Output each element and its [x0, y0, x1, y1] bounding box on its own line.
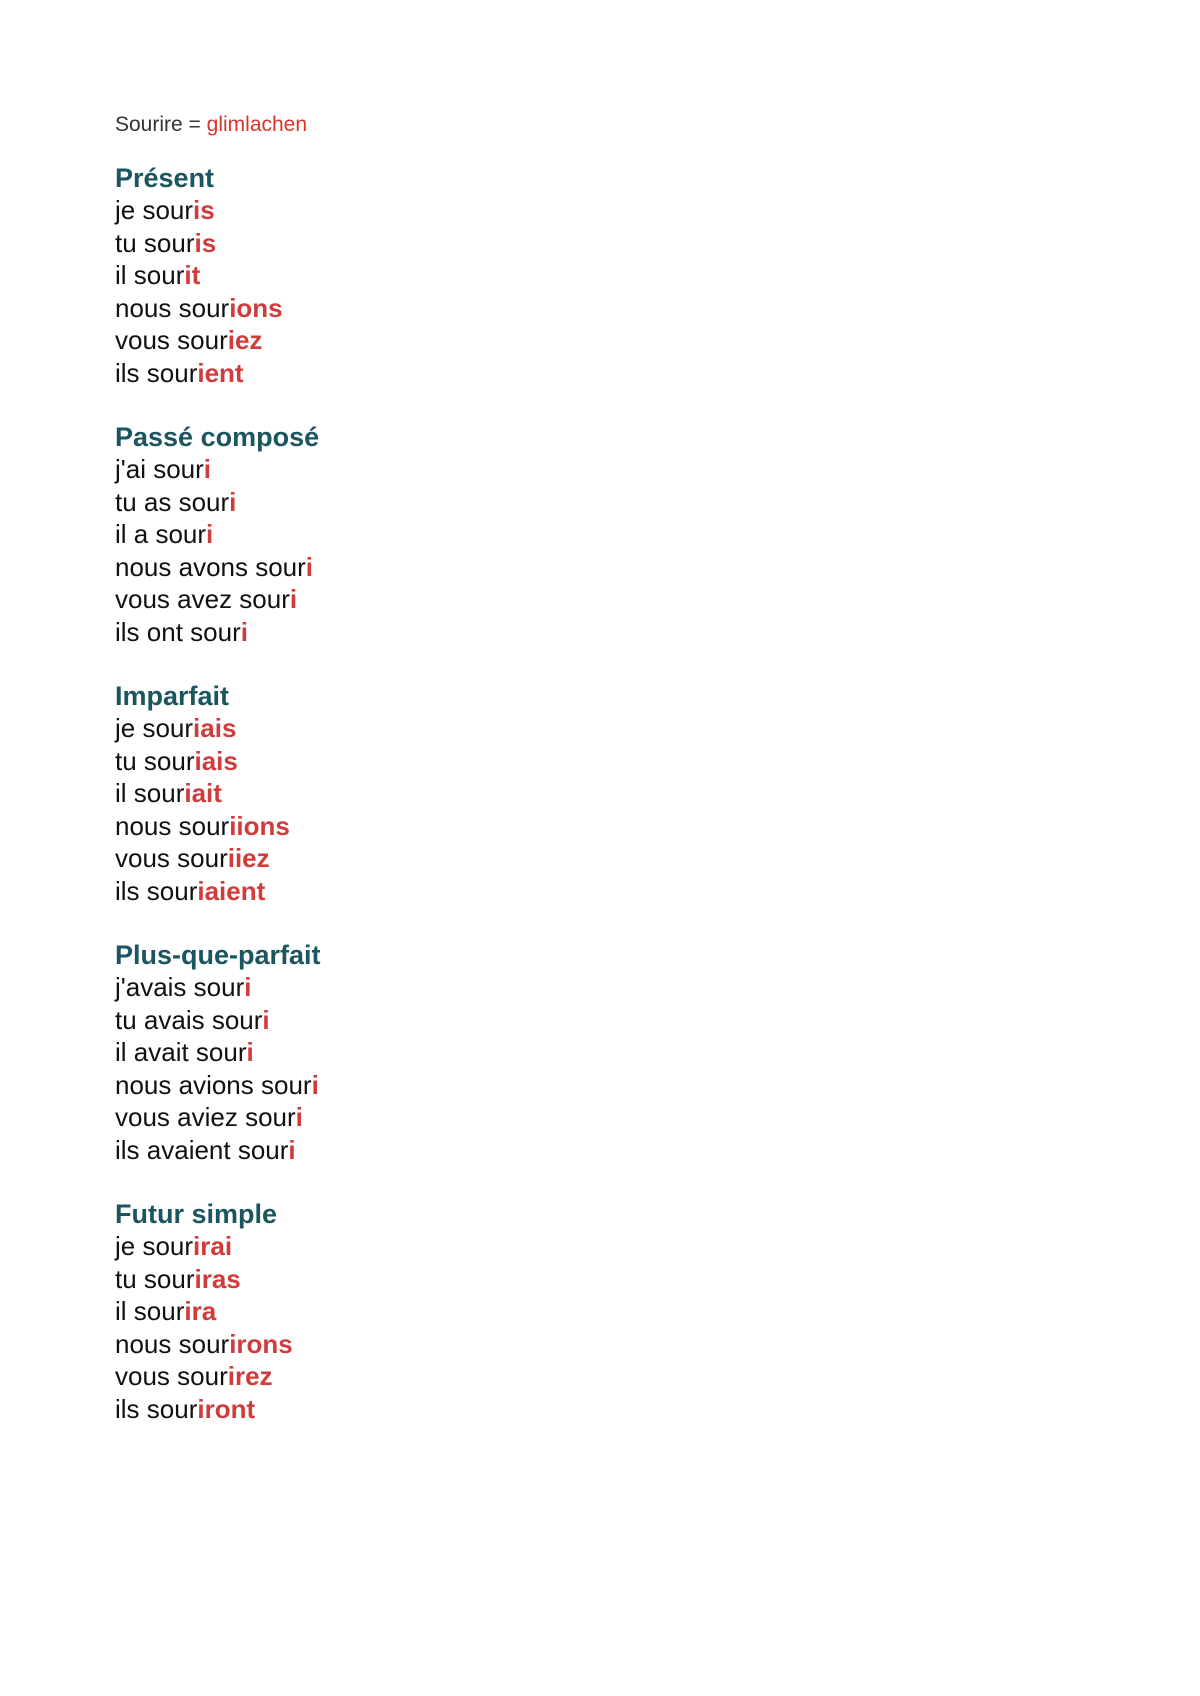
conjugation-ending: iiez: [227, 843, 270, 873]
conjugation-ending: ient: [197, 357, 244, 388]
conjugation-line: [115, 1230, 293, 1263]
conjugation-stem: il sour: [115, 778, 185, 808]
conjugation-stem: nous avions sour: [115, 1069, 312, 1100]
conjugation-stem: vous sour: [115, 1361, 228, 1391]
conjugation-stem: tu sour: [115, 1263, 195, 1294]
conjugation-ending: i: [203, 454, 212, 484]
verb-infinitive: Sourire: [115, 113, 183, 136]
conjugation-line: [115, 875, 290, 908]
conjugation-ending: is: [193, 195, 215, 225]
conjugation-ending: i: [289, 584, 298, 614]
conjugation-stem: vous sour: [115, 325, 228, 355]
conjugation-line: [115, 1263, 293, 1296]
conjugation-stem: ils sour: [115, 1393, 198, 1424]
conjugation-stem: je sour: [115, 713, 194, 743]
conjugation-stem: nous avons sour: [115, 551, 306, 582]
conjugation-ending: iaient: [197, 875, 266, 906]
conjugation-stem: il sour: [115, 1296, 185, 1326]
conjugation-stem: tu avais sour: [115, 1004, 263, 1035]
conjugation-line: [115, 810, 290, 843]
conjugation-ending: irons: [229, 1328, 293, 1359]
section-heading: Futur simple: [115, 1199, 278, 1229]
section-passe-compose: [115, 421, 319, 648]
conjugation-ending: ira: [184, 1296, 217, 1326]
conjugation-line: [115, 324, 283, 357]
conjugation-ending: i: [311, 1069, 319, 1100]
conjugation-line: [115, 1295, 293, 1328]
conjugation-line: [115, 518, 319, 551]
section-heading: Plus-que-parfait: [115, 940, 321, 970]
conjugation-line: [115, 551, 319, 584]
conjugation-ending: iras: [194, 1263, 241, 1294]
conjugation-line: [115, 777, 290, 810]
conjugation-line: [115, 1134, 321, 1167]
conjugation-line: [115, 1360, 293, 1393]
conjugation-line: [115, 1393, 293, 1426]
conjugation-line: [115, 259, 283, 292]
conjugation-line: [115, 1328, 293, 1361]
conjugation-ending: i: [262, 1004, 270, 1035]
section-plus-que-parfait: [115, 939, 321, 1166]
conjugation-stem: je sour: [115, 195, 194, 225]
conjugation-stem: tu sour: [115, 745, 195, 776]
conjugation-stem: il sour: [115, 260, 185, 290]
conjugation-line: [115, 1004, 321, 1037]
conjugation-ending: iions: [229, 810, 290, 841]
conjugation-ending: i: [246, 1037, 254, 1067]
conjugation-line: [115, 227, 283, 260]
conjugation-line: [115, 357, 283, 390]
conjugation-stem: ils avaient sour: [115, 1134, 289, 1165]
conjugation-ending: iais: [193, 713, 237, 743]
conjugation-ending: i: [240, 616, 248, 647]
conjugation-ending: iez: [227, 325, 263, 355]
conjugation-ending: i: [244, 972, 252, 1002]
conjugation-ending: i: [229, 486, 237, 517]
conjugation-stem: il avait sour: [115, 1037, 247, 1067]
conjugation-stem: je sour: [115, 1231, 194, 1261]
conjugation-stem: ils sour: [115, 357, 198, 388]
conjugation-line: [115, 616, 319, 649]
conjugation-ending: iront: [197, 1393, 256, 1424]
conjugation-ending: iait: [184, 778, 222, 808]
conjugation-stem: j'ai sour: [115, 454, 204, 484]
conjugation-stem: nous sour: [115, 810, 230, 841]
conjugation-ending: i: [206, 519, 214, 549]
conjugation-line: [115, 486, 319, 519]
section-heading: Imparfait: [115, 681, 230, 711]
conjugation-ending: irai: [193, 1231, 233, 1261]
conjugation-ending: is: [194, 227, 217, 258]
verb-translation: glimlachen: [206, 113, 308, 136]
conjugation-ending: iais: [194, 745, 238, 776]
conjugation-line: [115, 745, 290, 778]
conjugation-stem: tu sour: [115, 227, 195, 258]
conjugation-line: [115, 1069, 321, 1102]
conjugation-stem: vous aviez sour: [115, 1102, 296, 1132]
section-present: [115, 162, 283, 389]
conjugation-ending: i: [305, 551, 314, 582]
conjugation-stem: vous sour: [115, 843, 228, 873]
conjugation-stem: ils ont sour: [115, 616, 241, 647]
section-futur-simple: [115, 1198, 293, 1425]
section-heading: Présent: [115, 163, 215, 193]
conjugation-line: [115, 292, 283, 325]
verb-title-line: [115, 111, 307, 139]
conjugation-ending: it: [184, 260, 201, 290]
conjugation-line: [115, 1036, 321, 1069]
conjugation-line: [115, 583, 319, 616]
conjugation-ending: ions: [229, 292, 283, 323]
section-heading: Passé composé: [115, 422, 320, 452]
conjugation-ending: i: [295, 1102, 303, 1132]
conjugation-line: [115, 712, 290, 745]
conjugation-stem: j'avais sour: [115, 972, 245, 1002]
conjugation-stem: tu as sour: [115, 486, 230, 517]
conjugation-stem: nous sour: [115, 292, 230, 323]
conjugation-line: [115, 194, 283, 227]
equals-sign: =: [188, 113, 201, 136]
conjugation-stem: il a sour: [115, 519, 207, 549]
conjugation-line: [115, 1101, 321, 1134]
section-imparfait: [115, 680, 290, 907]
conjugation-line: [115, 971, 321, 1004]
conjugation-stem: vous avez sour: [115, 584, 290, 614]
conjugation-line: [115, 842, 290, 875]
conjugation-ending: i: [288, 1134, 296, 1165]
conjugation-line: [115, 453, 319, 486]
conjugation-stem: ils sour: [115, 875, 198, 906]
conjugation-stem: nous sour: [115, 1328, 230, 1359]
conjugation-ending: irez: [227, 1361, 273, 1391]
